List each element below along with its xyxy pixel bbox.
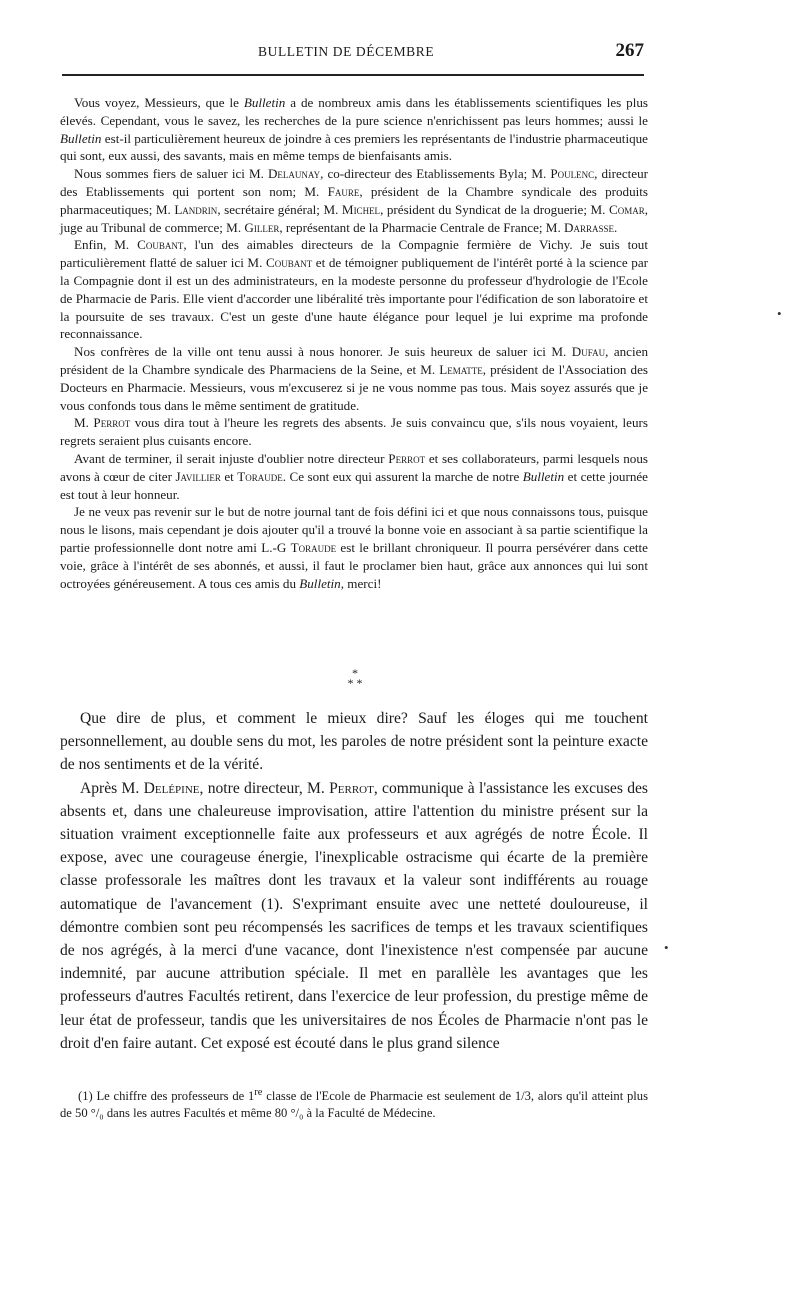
person-name: Toraude	[290, 539, 337, 555]
person-name: Faure	[327, 183, 360, 199]
person-name: Darrasse	[564, 219, 614, 235]
italic-run: Bulletin	[60, 130, 102, 146]
text-run: , directeur des Etablissements qui portent son nom; M.	[60, 166, 648, 199]
page-header	[62, 40, 644, 80]
paragraph	[60, 503, 648, 592]
person-name: Perrot	[329, 779, 374, 797]
text-run: , président de la Chambre syndicale des produits pharmaceutiques; M.	[60, 183, 648, 217]
text-run: Nos confrères de la ville ont tenu aussi à nous honorer. Je suis heureux de saluer ici M.	[74, 344, 572, 360]
person-name: Toraude	[237, 468, 283, 484]
header-rule	[62, 74, 644, 76]
asterism-separator	[335, 668, 375, 698]
footnote	[60, 1085, 648, 1121]
person-name: Lematte	[439, 361, 483, 377]
person-name: Perrot	[388, 450, 426, 466]
person-name: Giller	[244, 219, 280, 235]
text-run: Je ne veux pas revenir sur le but de notre journal tant de fois défini ici et que nous connaissons tous, puisque nous le lisons, mais cependant je dois ajouter qu'il a trouvé la bonne voie en associant à sa partie scientifique la partie professionnelle dont notre ami L.-G	[60, 504, 648, 555]
text-run: et cette journée est tout à leur honneur.	[60, 468, 648, 502]
paragraph	[60, 450, 648, 503]
text-run: et ses collaborateurs, parmi lesquels nous avons à cœur de citer	[60, 450, 648, 484]
person-name: Coubant	[265, 255, 313, 271]
person-name: Michel	[341, 201, 381, 217]
paragraph	[60, 777, 648, 1055]
text-run: .	[613, 219, 618, 235]
text-run: classe de l'Ecole de Pharmacie est seulement de 1/3, alors qu'il atteint plus de 50 °/₀ dans les autres Facultés et même 80 °/₀ à la Faculté de Médecine.	[60, 1089, 648, 1120]
margin-mark: •	[777, 306, 782, 321]
person-name: Perrot	[93, 415, 131, 431]
text-run: , communique à l'assistance les excuses des absents et, dans une chaleureuse improvisation, attire l'attention du ministre présent sur la situation vraiment exceptionnelle faite aux professeurs et aux agrégés de notre École. Il expose, avec une courageuse énergie, l'inexplicable ostracisme qui écarte de la première classe professorale les maîtres dont les travaux et la valeur sont indifférents au rouage automatique de l'avancement (1). S'exprimant ensuite avec une netteté douloureuse, il démontre combien sont peu récompensés les sacrifices de temps et les travaux scientifiques de nos agrégés, à la merci d'une vacance, dont l'inexistence n'est compensée par aucune indemnité, par aucune attribution spéciale. Il met en parallèle les avantages que les professeurs d'autres Facultés retirent, dans l'exercice de leur profession, du prestige même de leur état de professeur, tandis que les universitaires de nos Écoles de Pharmacie n'ont pas le droit d'en faire autant. Cet exposé est écouté dans le plus grand silence	[60, 779, 648, 1052]
person-name: Poulenc	[550, 166, 595, 182]
text-run: , secrétaire général; M.	[217, 201, 342, 217]
person-name: Landrin	[174, 201, 218, 217]
text-run: , représentant de la Pharmacie Centrale de France; M.	[279, 219, 564, 235]
text-run: . Ce sont eux qui assurent la marche de notre	[282, 468, 523, 484]
text-run: (1) Le chiffre des professeurs de 1	[78, 1089, 255, 1104]
report-text	[60, 707, 648, 1055]
person-name: Coubant	[137, 237, 184, 253]
paragraph	[60, 94, 648, 165]
text-run: et	[220, 468, 238, 484]
text-run: Avant de terminer, il serait injuste d'oublier notre directeur	[74, 450, 389, 466]
superscript: re	[254, 1087, 263, 1098]
italic-run: Bulletin	[299, 575, 341, 591]
text-run: est-il particulièrement heureux de joindre à ces premiers les représentants de l'industrie pharmaceutique qui sont, eux aussi, des savants, mais en même temps de bienfaisants amis.	[60, 130, 648, 164]
speech-text	[60, 94, 648, 592]
footnotes	[60, 1085, 648, 1121]
person-name: Comar	[608, 201, 645, 217]
paragraph	[60, 707, 648, 777]
text-run: vous dira tout à l'heure les regrets des absents. Je suis convaincu que, s'ils nous voyaient, leurs regrets seraient plus cuisants encore.	[60, 415, 648, 449]
text-run: , l'un des aimables directeurs de la Compagnie fermière de Vichy. Je suis tout particulièrement flatté de saluer ici M.	[60, 237, 648, 271]
margin-mark: •	[664, 940, 669, 955]
text-run: Enfin, M.	[74, 237, 138, 253]
page-number: 267	[615, 40, 644, 61]
paragraph	[60, 414, 648, 450]
person-name: Javillier	[175, 468, 221, 484]
paragraph	[60, 165, 648, 236]
text-run: et de témoigner publiquement de l'intérêt porté à la science par la Compagnie dont il est un des administrateurs, en la modeste personne du professeur d'hydrologie de l'Ecole de Pharmacie de Paris. Elle vient d'accorder une libéralité très importante pour l'édification de son laboratoire et la poursuite de ses travaux. C'est un geste d'une haute élégance pour lequel je lui exprime ma profonde reconnaissance.	[60, 255, 648, 342]
paragraph	[60, 236, 648, 343]
text-run: , merci!	[340, 575, 382, 591]
person-name: Dufau	[571, 344, 606, 360]
text-run: , juge au Tribunal de commerce; M.	[60, 201, 648, 235]
asterism-bottom: * *	[347, 676, 363, 690]
text-run: M.	[74, 415, 94, 431]
italic-run: Bulletin	[243, 95, 286, 110]
text-run: Nous sommes fiers de saluer ici M.	[74, 166, 268, 182]
italic-run: Bulletin	[522, 468, 565, 484]
text-run: , président du Syndicat de la droguerie; M.	[380, 201, 609, 217]
text-run: , notre directeur, M.	[199, 779, 330, 797]
text-run: , ancien président de la Chambre syndicale des Pharmaciens de la Seine, et M.	[60, 344, 648, 377]
text-run: Que dire de plus, et comment le mieux dire? Sauf les éloges qui me touchent personnellement, au double sens du mot, les paroles de notre président sont la peinture exacte de nos sentiments et de la vérité.	[60, 710, 648, 774]
running-title: BULLETIN DE DÉCEMBRE	[258, 44, 435, 59]
text-run: Après M.	[80, 779, 144, 797]
text-run: , co-directeur des Etablissements Byla; M.	[320, 166, 551, 182]
text-run: est le brillant chroniqueur. Il pourra persévérer dans cette voie, grâce à l'intérêt de ses abonnés, et aussi, il faut le proclamer bien haut, grâce aux annonces qui lui sont octroyées généreusement. A tous ces amis du	[60, 539, 648, 591]
text-run: a de nombreux amis dans les établissements scientifiques les plus élevés. Cependant, vous le savez, les recherches de la pure science n'enrichissent pas leurs hommes; aussi le	[60, 95, 648, 128]
text-run: , président de l'Association des Docteurs en Pharmacie. Messieurs, vous m'excuserez si je ne vous nomme pas tous. Mais soyez assurés que je vous confonds tous dans le même sentiment de gratitude.	[60, 361, 649, 413]
paragraph	[60, 343, 648, 414]
asterism-top: *	[352, 666, 358, 680]
text-run: Vous voyez, Messieurs, que le	[74, 95, 244, 110]
person-name: Delépine	[143, 779, 200, 797]
person-name: Delaunay	[267, 166, 321, 182]
